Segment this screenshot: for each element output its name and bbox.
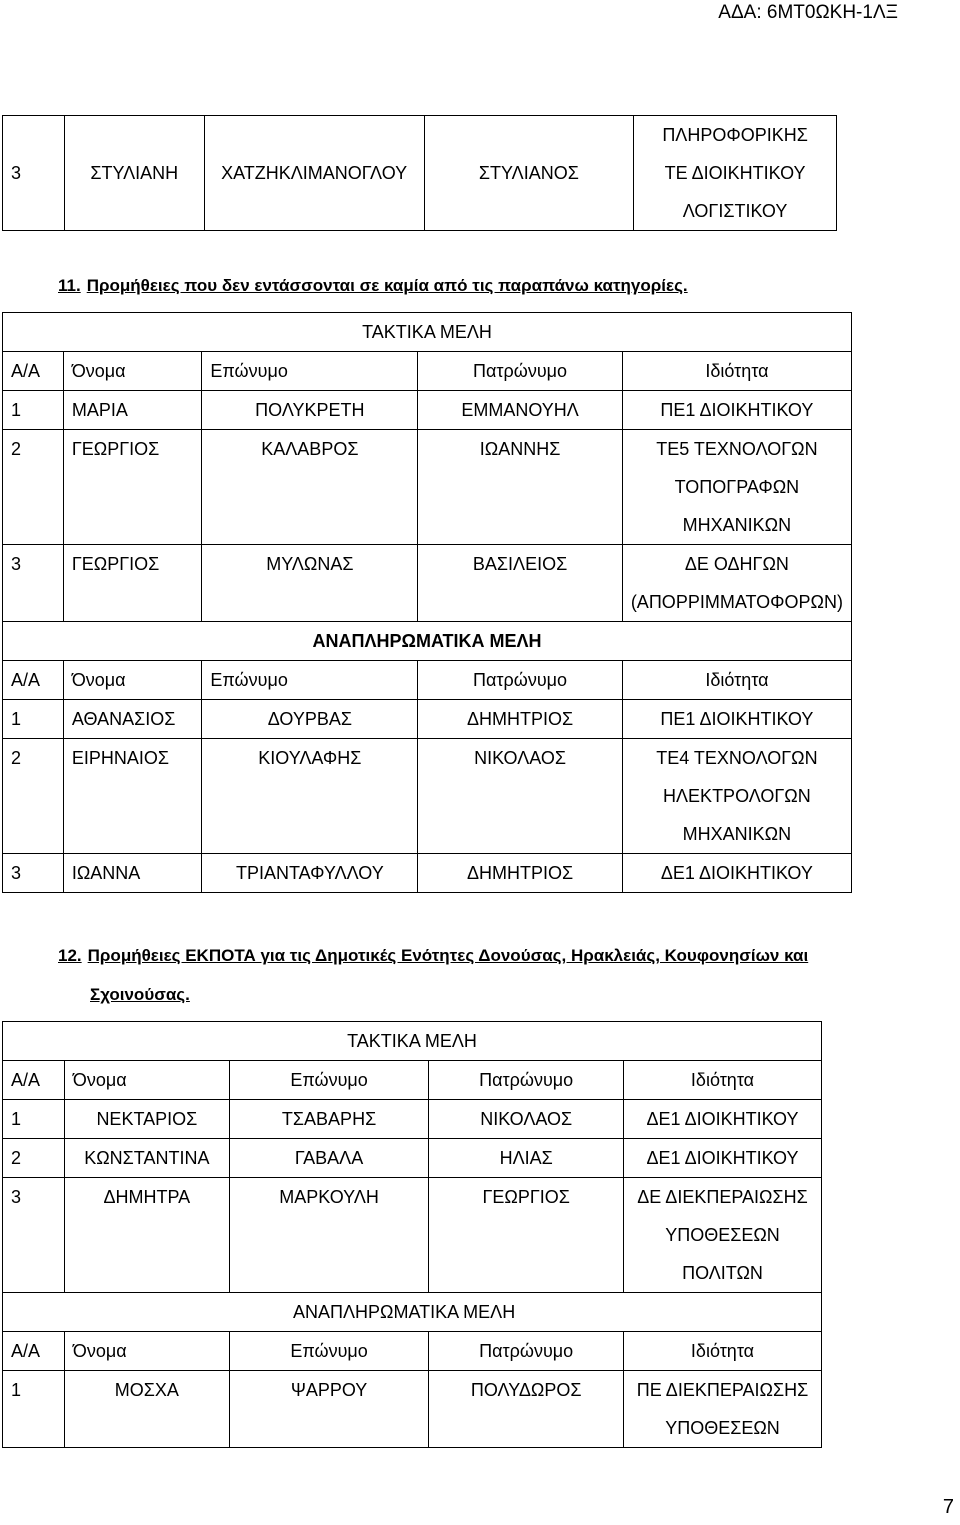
table-row-continued: [3, 506, 852, 545]
cell-empty: [64, 192, 204, 231]
cell-empty: [202, 815, 418, 854]
table-row: [3, 1022, 822, 1061]
cell-empty: [63, 506, 202, 545]
cell-empty: [3, 1254, 65, 1293]
cell-spec: ΔΕ1 ΔΙΟΙΚΗΤΙΚΟΥ: [624, 1139, 822, 1178]
cell-empty: [63, 468, 202, 506]
cell-spec: ΥΠΟΘΕΣΕΩΝ: [624, 1409, 822, 1448]
cell-empty: [63, 583, 202, 622]
cell-surname: ΚΑΛΑΒΡΟΣ: [202, 430, 418, 469]
table-section-11: [2, 312, 852, 893]
section-12-heading-line2: Σχοινούσας.: [90, 985, 190, 1004]
table-row-continued: [3, 1216, 822, 1254]
table-row: [3, 313, 852, 352]
cell-name: ΓΕΩΡΓΙΟΣ: [63, 430, 202, 469]
regular-members-label: ΤΑΚΤΙΚΑ ΜΕΛΗ: [3, 313, 852, 352]
cell-empty: [202, 583, 418, 622]
cell-name: ΣΤΥΛΙΑΝΗ: [64, 154, 204, 192]
cell-name: ΙΩΑΝΝΑ: [63, 854, 202, 893]
cell-father: ΗΛΙΑΣ: [429, 1139, 624, 1178]
cell-empty: [424, 192, 634, 231]
cell-empty: [204, 192, 424, 231]
cell-spec: ΠΕ ΔΙΕΚΠΕΡΑΙΩΣΗΣ: [624, 1371, 822, 1410]
cell-empty: [3, 506, 64, 545]
col-header: Α/Α: [3, 352, 64, 391]
table-row-continued: [3, 815, 852, 854]
table-row: [3, 700, 852, 739]
cell-father: ΠΟΛΥΔΩΡΟΣ: [429, 1371, 624, 1410]
alternate-members-label: ΑΝΑΠΛΗΡΩΜΑΤΙΚΑ ΜΕΛΗ: [3, 622, 852, 661]
cell-father: ΔΗΜΗΤΡΙΟΣ: [418, 700, 622, 739]
cell-empty: [202, 506, 418, 545]
cell-empty: [418, 815, 622, 854]
cell-empty: [64, 1216, 229, 1254]
table-header-row: [3, 1332, 822, 1371]
cell-empty: [429, 1409, 624, 1448]
cell-surname: ΓΑΒΑΛΑ: [229, 1139, 429, 1178]
col-header: Πατρώνυμο: [418, 661, 622, 700]
cell-name: ΚΩΝΣΤΑΝΤΙΝΑ: [64, 1139, 229, 1178]
cell-empty: [63, 815, 202, 854]
cell-empty: [418, 506, 622, 545]
cell-spec: ΠΟΛΙΤΩΝ: [624, 1254, 822, 1293]
col-header: Όνομα: [63, 661, 202, 700]
cell-spec: (ΑΠΟΡΡΙΜΜΑΤΟΦΟΡΩΝ): [622, 583, 851, 622]
cell-spec: ΔΕ1 ΔΙΟΙΚΗΤΙΚΟΥ: [622, 854, 851, 893]
table-row: [3, 545, 852, 584]
table-row-continued: [3, 583, 852, 622]
col-header: Επώνυμο: [202, 661, 418, 700]
cell-empty: [229, 1216, 429, 1254]
cell-empty: [3, 468, 64, 506]
cell-surname: ΜΑΡΚΟΥΛΗ: [229, 1178, 429, 1217]
cell-spec: ΔΕ ΟΔΗΓΩΝ: [622, 545, 851, 584]
table-row-continued: [3, 1409, 822, 1448]
cell-empty: [64, 1409, 229, 1448]
col-header: Επώνυμο: [229, 1332, 429, 1371]
col-header: Όνομα: [63, 352, 202, 391]
cell-name: ΓΕΩΡΓΙΟΣ: [63, 545, 202, 584]
cell-empty: [418, 777, 622, 815]
col-header: Ιδιότητα: [624, 1332, 822, 1371]
cell-father: ΕΜΜΑΝΟΥΗΛ: [418, 391, 622, 430]
cell-empty: [202, 468, 418, 506]
cell-spec: ΜΗΧΑΝΙΚΩΝ: [622, 815, 851, 854]
cell-name: ΜΟΣΧΑ: [64, 1371, 229, 1410]
cell-name: [64, 116, 204, 155]
table-row-continued: [3, 468, 852, 506]
cell-spec: ΤΕ ΔΙΟΙΚΗΤΙΚΟΥ: [634, 154, 837, 192]
cell-empty: [3, 1409, 65, 1448]
col-header: Πατρώνυμο: [429, 1061, 624, 1100]
section-title: Προμήθειες ΕΚΠΟΤΑ για τις Δημοτικές Ενότητες Δονούσας, Ηρακλειάς, Κουφονησίων και: [87, 946, 809, 965]
section-number: 12.: [58, 946, 82, 965]
cell-surname: ΜΥΛΩΝΑΣ: [202, 545, 418, 584]
cell-father: ΓΕΩΡΓΙΟΣ: [429, 1178, 624, 1217]
cell-empty: [63, 777, 202, 815]
table-row: [3, 430, 852, 469]
cell-no: 2: [3, 739, 64, 778]
cell-no: [3, 116, 65, 155]
cell-empty: [3, 815, 64, 854]
col-header: Α/Α: [3, 661, 64, 700]
table-row-continued: [3, 777, 852, 815]
cell-surname: ΠΟΛΥΚΡΕΤΗ: [202, 391, 418, 430]
cell-name: ΕΙΡΗΝΑΙΟΣ: [63, 739, 202, 778]
cell-father: ΙΩΑΝΝΗΣ: [418, 430, 622, 469]
col-header: Ιδιότητα: [622, 352, 851, 391]
cell-surname: ΧΑΤΖΗΚΛΙΜΑΝΟΓΛΟΥ: [204, 154, 424, 192]
cell-empty: [429, 1254, 624, 1293]
col-header: Πατρώνυμο: [429, 1332, 624, 1371]
cell-name: ΑΘΑΝΑΣΙΟΣ: [63, 700, 202, 739]
cell-no: 1: [3, 1371, 65, 1410]
col-header: Επώνυμο: [229, 1061, 429, 1100]
page-number: 7: [942, 1496, 954, 1518]
table-row-continued: [3, 1254, 822, 1293]
section-title: Προμήθειες που δεν εντάσσονται σε καμία από τις παραπάνω κατηγορίες.: [86, 276, 688, 295]
cell-father: ΔΗΜΗΤΡΙΟΣ: [418, 854, 622, 893]
section-11-heading: [58, 276, 688, 296]
cell-spec: ΥΠΟΘΕΣΕΩΝ: [624, 1216, 822, 1254]
cell-no: 1: [3, 391, 64, 430]
table-row: [3, 1293, 822, 1332]
col-header: Α/Α: [3, 1332, 65, 1371]
cell-no: 3: [3, 854, 64, 893]
table-header-row: [3, 1061, 822, 1100]
cell-no: 3: [3, 154, 65, 192]
col-header: Ιδιότητα: [622, 661, 851, 700]
cell-no: 2: [3, 1139, 65, 1178]
table-row: [3, 739, 852, 778]
table-section-12: [2, 1021, 822, 1448]
cell-empty: [418, 583, 622, 622]
section-12-heading: [58, 946, 808, 966]
table-header-row: [3, 352, 852, 391]
cell-father: ΝΙΚΟΛΑΟΣ: [429, 1100, 624, 1139]
cell-spec: ΜΗΧΑΝΙΚΩΝ: [622, 506, 851, 545]
cell-spec: ΠΛΗΡΟΦΟΡΙΚΗΣ: [634, 116, 837, 155]
table-row: [3, 1371, 822, 1410]
col-header: Ιδιότητα: [624, 1061, 822, 1100]
cell-surname: [204, 116, 424, 155]
cell-spec: ΠΕ1 ΔΙΟΙΚΗΤΙΚΟΥ: [622, 391, 851, 430]
alternate-members-label: ΑΝΑΠΛΗΡΩΜΑΤΙΚΑ ΜΕΛΗ: [3, 1293, 822, 1332]
cell-empty: [229, 1409, 429, 1448]
col-header: Όνομα: [64, 1061, 229, 1100]
table-row: [3, 1178, 822, 1217]
cell-spec: ΤΕ5 ΤΕΧΝΟΛΟΓΩΝ: [622, 430, 851, 469]
cell-empty: [202, 777, 418, 815]
cell-no: 1: [3, 1100, 65, 1139]
cell-surname: ΤΡΙΑΝΤΑΦΥΛΛΟΥ: [202, 854, 418, 893]
cell-empty: [429, 1216, 624, 1254]
cell-spec: ΤΟΠΟΓΡΑΦΩΝ: [622, 468, 851, 506]
col-header: Πατρώνυμο: [418, 352, 622, 391]
cell-name: ΜΑΡΙΑ: [63, 391, 202, 430]
regular-members-label: ΤΑΚΤΙΚΑ ΜΕΛΗ: [3, 1022, 822, 1061]
table-row: [3, 116, 837, 155]
table-row: [3, 391, 852, 430]
cell-spec: ΗΛΕΚΤΡΟΛΟΓΩΝ: [622, 777, 851, 815]
table-row: [3, 854, 852, 893]
table-row: [3, 1100, 822, 1139]
col-header: Όνομα: [64, 1332, 229, 1371]
cell-surname: ΚΙΟΥΛΑΦΗΣ: [202, 739, 418, 778]
cell-father: ΣΤΥΛΙΑΝΟΣ: [424, 154, 634, 192]
table-row: [3, 154, 837, 192]
cell-empty: [229, 1254, 429, 1293]
cell-father: [424, 116, 634, 155]
section-number: 11.: [58, 276, 81, 295]
cell-spec: ΔΕ1 ΔΙΟΙΚΗΤΙΚΟΥ: [624, 1100, 822, 1139]
cell-empty: [418, 468, 622, 506]
cell-father: ΝΙΚΟΛΑΟΣ: [418, 739, 622, 778]
cell-empty: [64, 1254, 229, 1293]
cell-surname: ΤΣΑΒΑΡΗΣ: [229, 1100, 429, 1139]
ada-code: ΑΔΑ: 6ΜΤ0ΩΚΗ-1ΛΞ: [718, 2, 898, 23]
cell-empty: [3, 1216, 65, 1254]
cell-spec: ΔΕ ΔΙΕΚΠΕΡΑΙΩΣΗΣ: [624, 1178, 822, 1217]
cell-spec: ΤΕ4 ΤΕΧΝΟΛΟΓΩΝ: [622, 739, 851, 778]
table-row: [3, 192, 837, 231]
cell-no: 2: [3, 430, 64, 469]
cell-no: 3: [3, 545, 64, 584]
cell-father: ΒΑΣΙΛΕΙΟΣ: [418, 545, 622, 584]
cell-empty: [3, 777, 64, 815]
table-top: [2, 115, 837, 231]
cell-spec: ΠΕ1 ΔΙΟΙΚΗΤΙΚΟΥ: [622, 700, 851, 739]
cell-surname: ΔΟΥΡΒΑΣ: [202, 700, 418, 739]
cell-no: 3: [3, 1178, 65, 1217]
cell-empty: [3, 192, 65, 231]
table-row: [3, 1139, 822, 1178]
table-row: [3, 622, 852, 661]
cell-name: ΝΕΚΤΑΡΙΟΣ: [64, 1100, 229, 1139]
cell-empty: [3, 583, 64, 622]
cell-no: 1: [3, 700, 64, 739]
col-header: Επώνυμο: [202, 352, 418, 391]
col-header: Α/Α: [3, 1061, 65, 1100]
table-header-row: [3, 661, 852, 700]
cell-surname: ΨΑΡΡΟΥ: [229, 1371, 429, 1410]
cell-name: ΔΗΜΗΤΡΑ: [64, 1178, 229, 1217]
cell-spec: ΛΟΓΙΣΤΙΚΟΥ: [634, 192, 837, 231]
